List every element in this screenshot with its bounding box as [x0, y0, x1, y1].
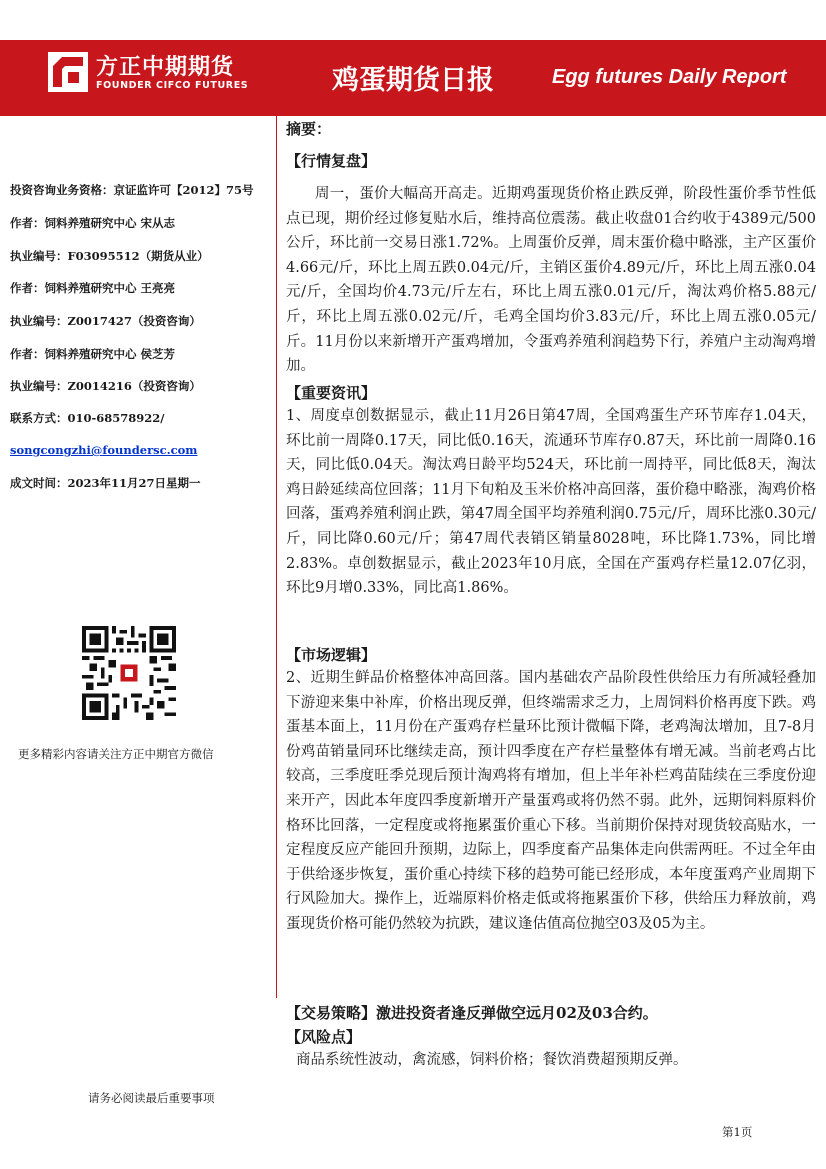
market-review-heading: 【行情复盘】 [286, 152, 377, 170]
qr-caption: 更多精彩内容请关注方正中期官方微信 [18, 747, 214, 761]
qualification-text: 投资咨询业务资格：京证监许可【2012】75号 [10, 183, 254, 197]
report-title-en: Egg futures Daily Report [552, 66, 787, 88]
disclaimer-note: 请务必阅读最后重要事项 [88, 1091, 215, 1105]
wechat-qr-code [82, 626, 176, 720]
contact-phone: 联系方式：010-68578922/ [10, 411, 165, 425]
column-divider [276, 116, 277, 998]
license-1: 执业编号：F03095512（期货从业） [10, 249, 209, 263]
logo-text-cn: 方正中期期货 [96, 55, 235, 80]
author-2: 作者：饲料养殖研究中心 王亮亮 [10, 281, 176, 295]
trading-strategy: 【交易策略】激进投资者逢反弹做空远月02及03合约。 [286, 1004, 658, 1022]
risk-text: 商品系统性波动，禽流感，饲料价格；餐饮消费超预期反弹。 [296, 1052, 688, 1068]
logic-paragraph: 2、近期生鲜品价格整体冲高回落。国内基础农产品阶段性供给压力有所减轻叠加下游迎来集中补库，价格出现反弹，但终端需求乏力，上周饲料价格再度下跌。鸡蛋基本面上，11月份在产蛋鸡存栏量环比预计微幅下降，老鸡淘汰增加，且7-8月份鸡苗销量同环比继续走高，预计四季度在产存栏量整体有增无减。当前老鸡占比较高，三季度旺季兑现后预计淘鸡将有增加，但上半年补栏鸡苗陆续在三季度份迎来开产，因此本年度四季度新增开产量蛋鸡或将仍然不弱。此外，远期饲料原料价格环比回落，一定程度或将拖累蛋价重心下移。当前期价保持对现货较高贴水，一定程度反应产能回升预期，边际上，四季度畜产品集体走向供需两旺。不过全年由于供给逐步恢复，蛋价重心持续下移的趋势可能已经形成，本年度蛋鸡产业周期下行风险加大。操作上，近端原料价格走低或将拖累蛋价下移，供给压力释放前，鸡蛋现货价格可能仍然较为抗跌，建议逢估值高位抛空03及05为主。 [286, 670, 816, 932]
risk-heading: 【风险点】 [286, 1028, 362, 1046]
summary-heading: 摘要： [286, 120, 332, 138]
page-number: 第1页 [722, 1125, 753, 1139]
author-3: 作者：饲料养殖研究中心 侯芝芳 [10, 347, 176, 361]
logo-icon [48, 52, 88, 92]
author-1: 作者：饲料养殖研究中心 宋从志 [10, 216, 176, 230]
market-review-paragraph: 周一，蛋价大幅高开高走。近期鸡蛋现货价格止跌反弹，阶段性蛋价季节性低点已现，期价经过修复贴水后，维持高位震荡。截止收盘01合约收于4389元/500公斤，环比前一交易日涨1.72%。上周蛋价反弹，周末蛋价稳中略涨，主产区蛋价4.66元/斤，环比上周五跌0.04元/斤，主销区蛋价4.89元/斤，环比上周五涨0.04元/斤，全国均价4.73元/斤左右，环比上周五涨0.01元/斤，淘汰鸡价格5.88元/斤，环比上周五涨0.02元/斤，毛鸡全国均价3.83元/斤，环比上周五涨0.05元/斤。11月份以来新增开产蛋鸡增加，令蛋鸡养殖利润趋势下行，养殖户主动淘鸡增加。 [286, 186, 816, 375]
news-heading: 【重要资讯】 [286, 384, 377, 402]
contact-email-link[interactable]: songcongzhi@foundersc.com [10, 443, 198, 457]
publish-date: 成文时间：2023年11月27日星期一 [10, 476, 201, 490]
license-2: 执业编号：Z0017427（投资咨询） [10, 314, 201, 328]
logo-text-en: FOUNDER CIFCO FUTURES [96, 80, 249, 91]
news-paragraph: 1、周度卓创数据显示，截止11月26日第47周，全国鸡蛋生产环节库存1.04天，环比前一周降0.17天，同比低0.16天，流通环节库存0.87天，环比前一周降0.16天，同比低0.04天。淘汰鸡日龄平均524天，环比前一周持平，同比低8天，淘汰鸡日龄延续高位回落；11月下旬粕及玉米价格冲高回落，蛋价稳中略涨，淘鸡价格回落，蛋鸡养殖利润止跌，第47周全国平均养殖利润0.75元/斤，周环比涨0.30元/斤，同比降0.60元/斤；第47周代表销区销量8028吨，环比降1.73%，同比增2.83%。卓创数据显示，截止2023年10月底，全国在产蛋鸡存栏量12.07亿羽，环比9月增0.33%，同比高1.86%。 [286, 408, 816, 597]
report-title-cn: 鸡蛋期货日报 [332, 65, 494, 96]
logic-heading: 【市场逻辑】 [286, 646, 377, 664]
license-3: 执业编号：Z0014216（投资咨询） [10, 379, 201, 393]
